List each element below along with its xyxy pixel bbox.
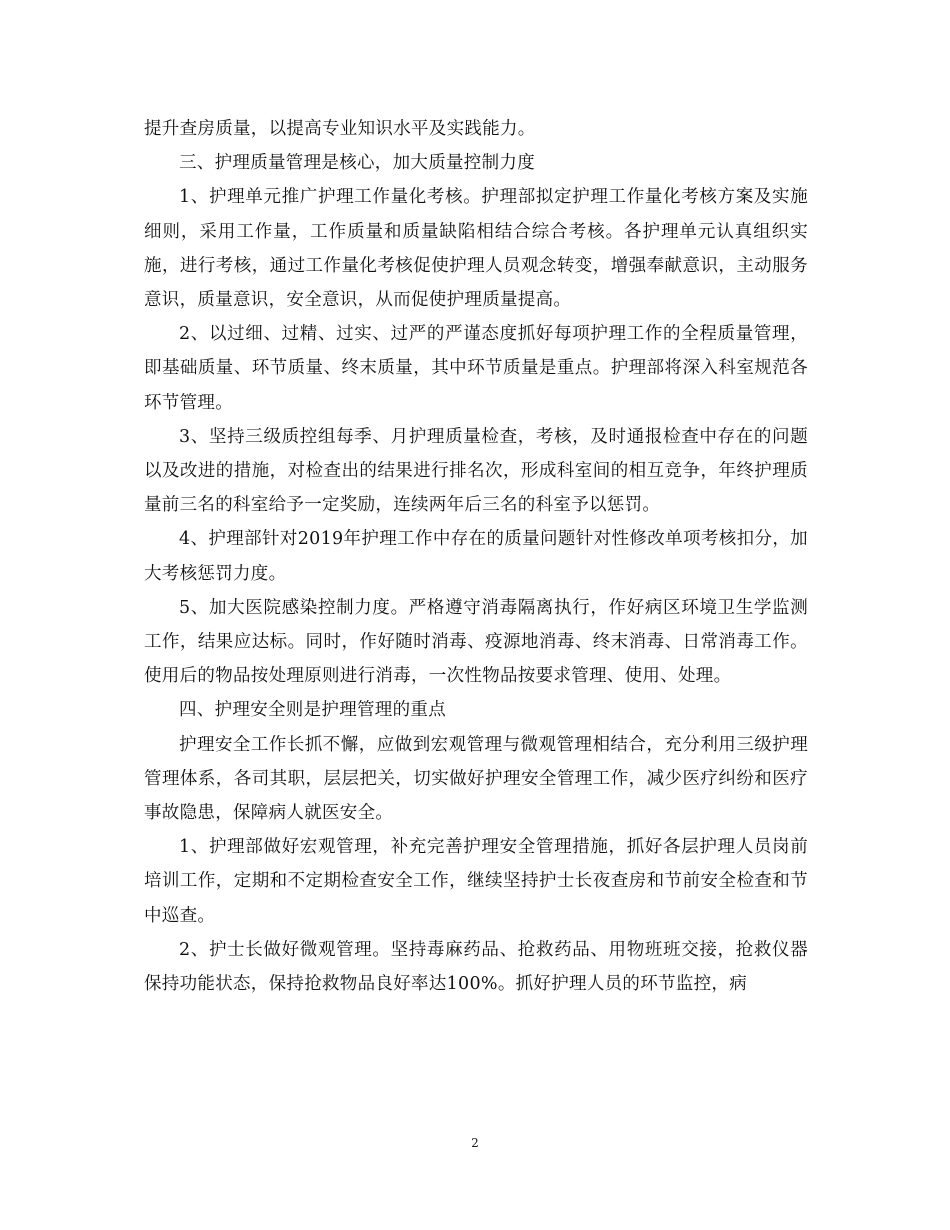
paragraph-3-5: 5、加大医院感染控制力度。严格遵守消毒隔离执行，作好病区环境卫生学监测工作，结果应达标。同时，作好随时消毒、疫源地消毒、终末消毒、日常消毒工作。使用后的物品按处理原则进行消毒，一次性物品按要求管理、使用、处理。 xyxy=(144,597,808,687)
paragraph-4-2: 2、护士长做好微观管理。坚持毒麻药品、抢救药品、用物班班交接，抢救仪器保持功能状态，保持抢救物品良好率达100%。抓好护理人员的环节监控，病 xyxy=(144,939,808,995)
paragraph-3-1: 1、护理单元推广护理工作量化考核。护理部拟定护理工作量化考核方案及实施细则，采用工作量，工作质量和质量缺陷相结合综合考核。各护理单元认真组织实施，进行考核，通过工作量化考核促使护理人员观念转变，增强奉献意识，主动服务意识，质量意识，安全意识，从而促使护理质量提高。 xyxy=(144,187,808,311)
paragraph-4-intro: 护理安全工作长抓不懈，应做到宏观管理与微观管理相结合，充分利用三级护理管理体系，各司其职，层层把关，切实做好护理安全管理工作，减少医疗纠纷和医疗事故隐患，保障病人就医安全。 xyxy=(144,734,808,824)
paragraph-4-1: 1、护理部做好宏观管理，补充完善护理安全管理措施，抓好各层护理人员岗前培训工作，定期和不定期检查安全工作，继续坚持护士长夜查房和节前安全检查和节中巡查。 xyxy=(144,837,808,926)
paragraph-3-2: 2、以过细、过精、过实、过严的严谨态度抓好每项护理工作的全程质量管理，即基础质量、环节质量、终末质量，其中环节质量是重点。护理部将深入科室规范各环节管理。 xyxy=(144,324,808,413)
paragraph-3-4: 4、护理部针对2019年护理工作中存在的质量问题针对性修改单项考核扣分，加大考核惩罚力度。 xyxy=(144,529,808,584)
document-body xyxy=(144,112,808,1001)
paragraph-continuation: 提升查房质量，以提高专业知识水平及实践能力。 xyxy=(144,119,536,139)
section-heading-4: 四、护理安全则是护理管理的重点 xyxy=(179,700,446,721)
section-heading-3: 三、护理质量管理是核心，加大质量控制力度 xyxy=(179,153,535,174)
paragraph-3-3: 3、坚持三级质控组每季、月护理质量检查，考核，及时通报检查中存在的问题以及改进的措施，对检查出的结果进行排名次，形成科室间的相互竞争，年终护理质量前三名的科室给予一定奖励，连续两年后三名的科室予以惩罚。 xyxy=(144,426,808,516)
page-number: 2 xyxy=(471,1136,479,1150)
